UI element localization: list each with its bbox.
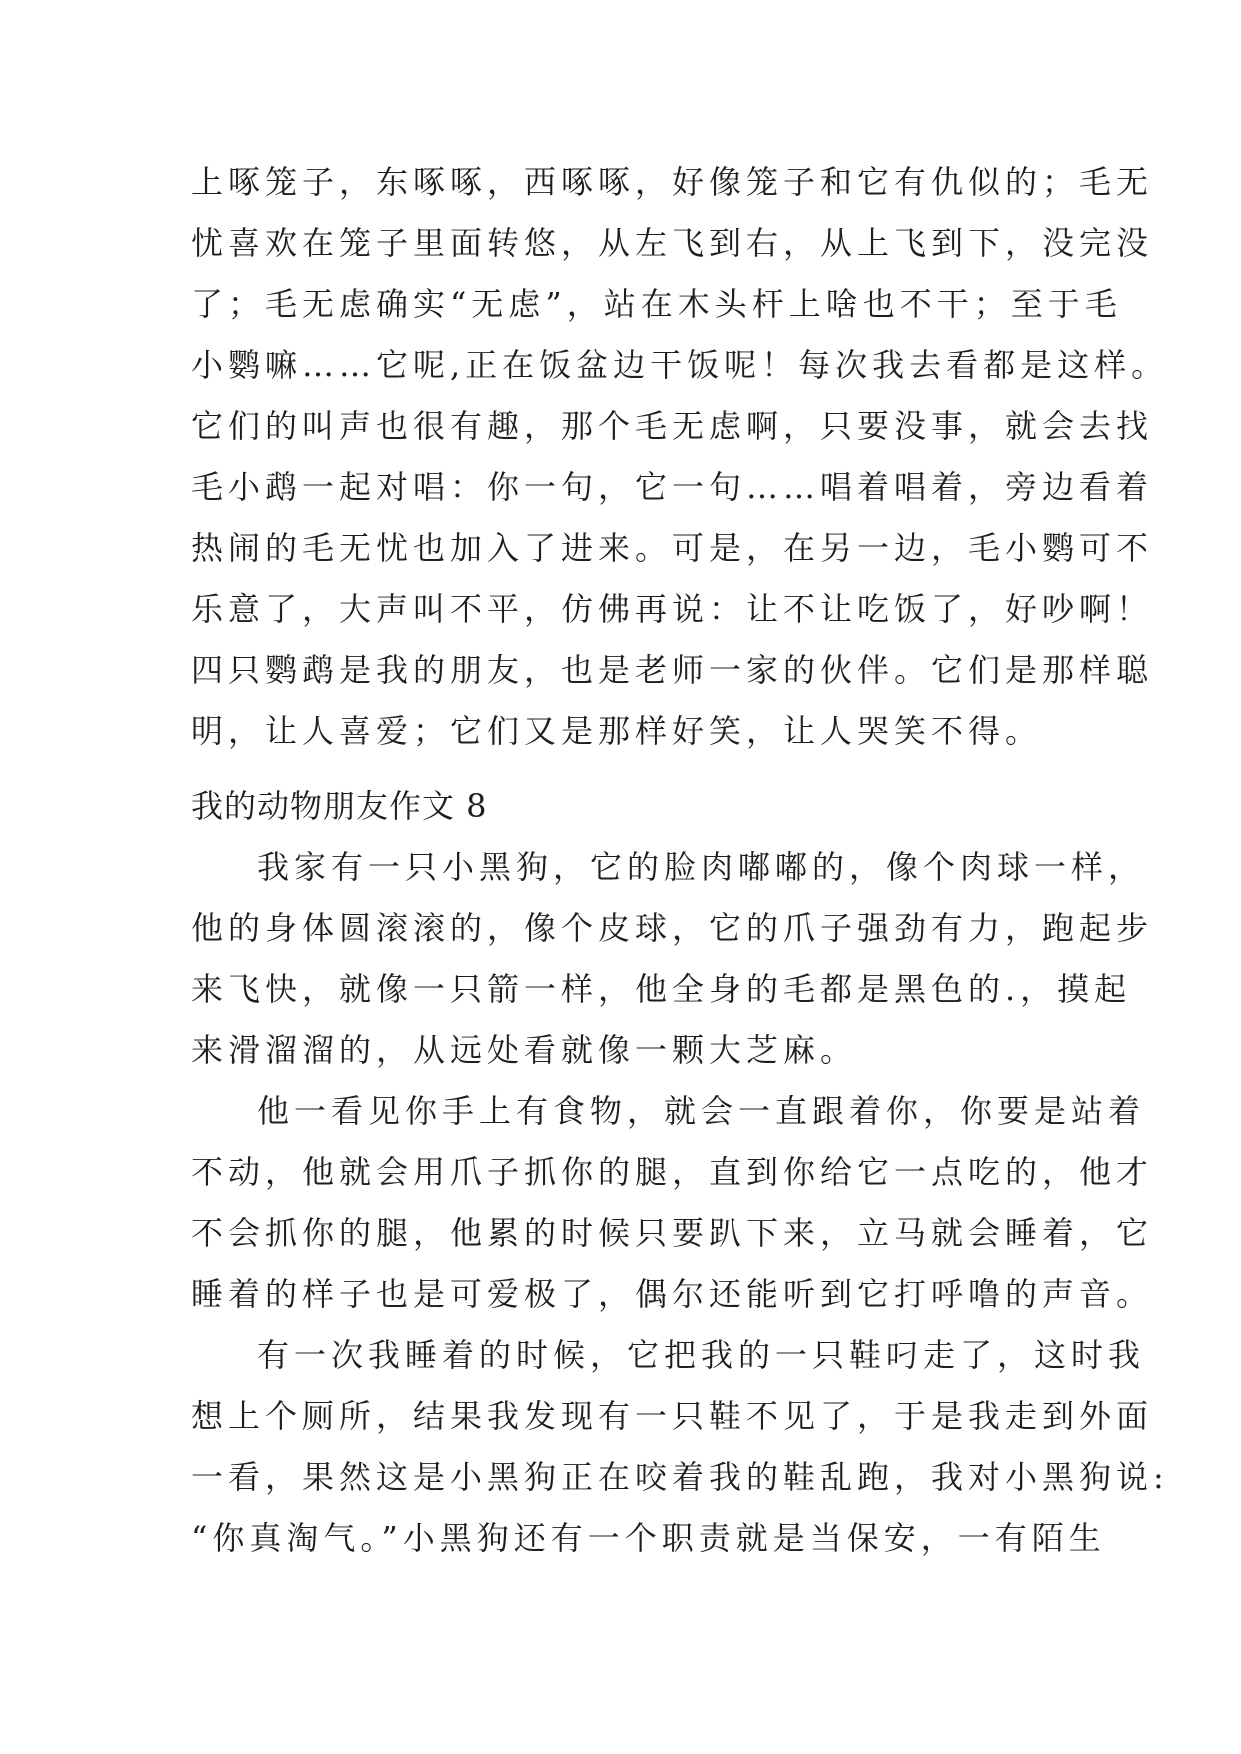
text-line: 乐意了，大声叫不平，仿佛再说：让不让吃饭了，好吵啊！ bbox=[191, 590, 1154, 628]
text-line: 它们的叫声也很有趣，那个毛无虑啊，只要没事，就会去找 bbox=[191, 407, 1154, 445]
text-line: 毛小鹉一起对唱：你一句，它一句……唱着唱着，旁边看着 bbox=[191, 468, 1154, 506]
essay-body bbox=[191, 837, 1169, 1569]
text-line: 忧喜欢在笼子里面转悠，从左飞到右，从上飞到下，没完没 bbox=[191, 224, 1154, 262]
text-line: 小鹦嘛……它呢,正在饭盆边干饭呢！每次我去看都是这样。 bbox=[191, 346, 1169, 384]
text-line: 来滑溜溜的，从远处看就像一颗大芝麻。 bbox=[191, 1031, 858, 1069]
text-line: 想上个厕所，结果我发现有一只鞋不见了，于是我走到外面 bbox=[191, 1397, 1154, 1435]
continued-paragraph bbox=[191, 152, 1169, 762]
text-line: 他的身体圆滚滚的，像个皮球，它的爪子强劲有力，跑起步 bbox=[191, 909, 1154, 947]
text-line: 来飞快，就像一只箭一样，他全身的毛都是黑色的.，摸起 bbox=[191, 970, 1132, 1008]
text-line: 上啄笼子，东啄啄，西啄啄，好像笼子和它有仇似的；毛无 bbox=[191, 163, 1154, 201]
essay-title: 我的动物朋友作文 8 bbox=[191, 787, 488, 825]
text-line: 他一看见你手上有食物，就会一直跟着你，你要是站着 bbox=[257, 1092, 1146, 1130]
text-line: 睡着的样子也是可爱极了，偶尔还能听到它打呼噜的声音。 bbox=[191, 1275, 1154, 1313]
text-line: 有一次我睡着的时候，它把我的一只鞋叼走了，这时我 bbox=[257, 1336, 1146, 1374]
text-line: 不会抓你的腿，他累的时候只要趴下来，立马就会睡着，它 bbox=[191, 1214, 1154, 1252]
text-line: 明，让人喜爱；它们又是那样好笑，让人哭笑不得。 bbox=[191, 712, 1043, 750]
text-line: 四只鹦鹉是我的朋友，也是老师一家的伙伴。它们是那样聪 bbox=[191, 651, 1154, 689]
text-line: 了；毛无虑确实“无虑”，站在木头杆上啥也不干；至于毛 bbox=[191, 285, 1122, 323]
text-line: 热闹的毛无忧也加入了进来。可是，在另一边，毛小鹦可不 bbox=[191, 529, 1154, 567]
text-line: 我家有一只小黑狗，它的脸肉嘟嘟的，像个肉球一样， bbox=[257, 848, 1146, 886]
text-line: 不动，他就会用爪子抓你的腿，直到你给它一点吃的，他才 bbox=[191, 1153, 1154, 1191]
text-line: 一看，果然这是小黑狗正在咬着我的鞋乱跑，我对小黑狗说: bbox=[191, 1458, 1169, 1496]
text-line: “你真淘气。”小黑狗还有一个职责就是当保安，一有陌生 bbox=[191, 1519, 1106, 1557]
